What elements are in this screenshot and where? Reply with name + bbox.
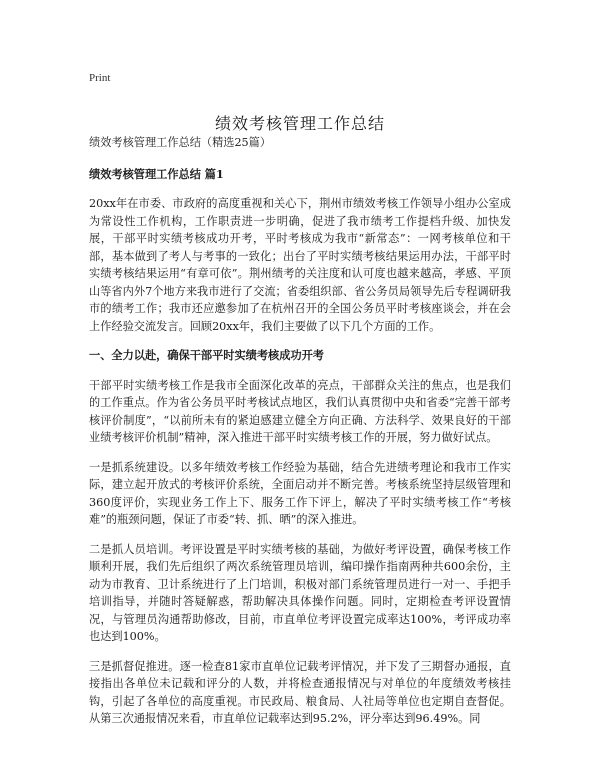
paragraph-four: 三是抓督促推进。逐一检查81家市直单位记载考评情况，并下发了三期督办通报，直接指出各单位未记载和评分的人数，并将检查通报情况与对单位的年度绩效考核挂钩，引起了各单位的高度重视。市民政局、粮食局、人社局等单位也定期自查督促。从第三次通报情况来看，市直单位记载率达到95.2%，评分率达到96.49%。同 bbox=[89, 659, 511, 725]
heading-one: 一、全力以赴，确保干部平时实绩考核成功开考 bbox=[89, 348, 324, 362]
print-label: Print bbox=[89, 72, 111, 84]
document-subtitle: 绩效考核管理工作总结（精选25篇） bbox=[89, 136, 272, 149]
paragraph-three: 二是抓人员培训。考评设置是平时实绩考核的基础，为做好考评设置，确保考核工作顺利开展，我们先后组织了两次系统管理员培训，编印操作指南两种共600余份，主动为市教育、卫计系统进行了上门培训，积极对部门系统管理员进行一对一、手把手培训指导，并随时答疑解惑，帮助解决具体操作问题。同时，定期检查考评设置情况，与管理员沟通帮助修改，目前，市直单位考评设置完成率达100%，考评成功率也达到100%。 bbox=[89, 542, 511, 643]
section-heading: 绩效考核管理工作总结 篇1 bbox=[89, 166, 224, 181]
paragraph-one: 干部平时实绩考核工作是我市全面深化改革的亮点，干部群众关注的焦点，也是我们的工作重点。作为省公务员平时考核试点地区，我们认真贯彻中央和省委“完善干部考核评价制度”，“以前所未有的紧迫感建立健全方向正确、方法科学、效果良好的干部业绩考核评价机制”精神，深入推进干部平时实绩考核工作的开展，努力做好试点。 bbox=[89, 378, 511, 444]
intro-paragraph: 20xx年在市委、市政府的高度重视和关心下，荆州市绩效考核工作领导小组办公室成为常设性工作机构，工作职责进一步明确，促进了我市绩考工作提档升级、加快发展，干部平时实绩考核成功开考，平时考核成为我市“新常态”：一网考核单位和干部，基本做到了考人与考事的一致化；出台了平时实绩考核结果运用办法，干部平时实绩考核结果运用“有章可依”。荆州绩考的关注度和认可度也越来越高，孝感、平顶山等省内外7个地方来我市进行了交流；省委组织部、省公务员局领导先后专程调研我市的绩考工作；我市还应邀参加了在杭州召开的全国公务员平时考核座谈会，并在会上作经验交流发言。回顾20xx年，我们主要做了以下几个方面的工作。 bbox=[89, 197, 511, 333]
document-title: 绩效考核管理工作总结 bbox=[214, 113, 385, 133]
document-body bbox=[89, 134, 511, 740]
paragraph-two: 一是抓系统建设。以多年绩效考核工作经验为基础，结合先进绩考理论和我市工作实际，建立起开放式的考核评价系统，全面启动并不断完善。考核系统坚持层级管理和360度评价，实现业务工作上下、服务工作下评上，解决了平时实绩考核工作“考核难”的瓶颈问题，保证了市委“转、抓、晒”的深入推进。 bbox=[89, 460, 511, 526]
